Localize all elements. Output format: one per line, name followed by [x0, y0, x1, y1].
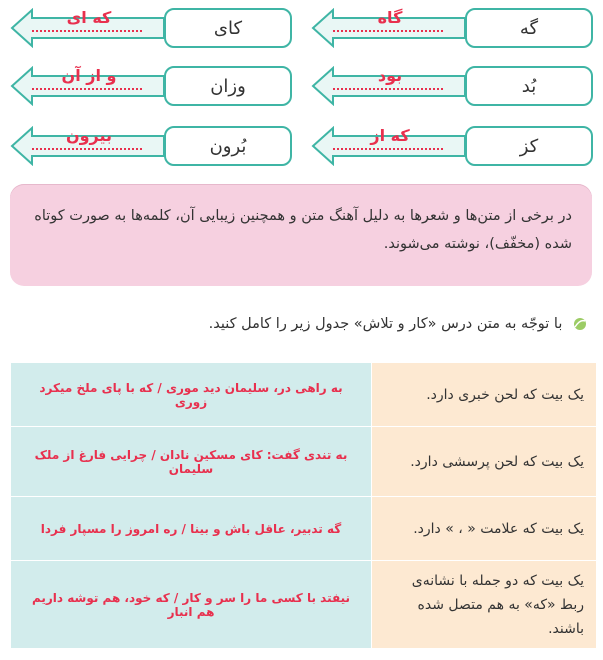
question-cell: یک بیت که علامت « ، » دارد.	[372, 497, 597, 561]
answer-cell: گه تدبیر، عاقل باش و بینا / ره امروز را مسپار فردا	[11, 497, 372, 561]
question-cell: یک بیت که لحن پرسشی دارد.	[372, 427, 597, 497]
answer-text: که ای	[66, 8, 112, 27]
exercise-pair	[311, 124, 593, 168]
exercise-pair	[10, 64, 292, 108]
arrow-answer-box	[10, 8, 166, 48]
answer-text: بیرون	[65, 126, 113, 145]
note-text: در برخی از متن‌ها و شعرها به دلیل آهنگ متن و همچنین زیبایی آن، کلمه‌ها به صورت کوتاه شده (مخفّف)، نوشته می‌شوند.	[34, 208, 572, 252]
dotted-line	[32, 88, 142, 90]
answer-text: بود	[377, 66, 403, 85]
exercise-pair	[10, 6, 292, 50]
arrow-answer-box	[311, 66, 467, 106]
source-word: کای	[164, 8, 292, 48]
instruction	[209, 316, 589, 332]
table-row	[11, 497, 597, 561]
answer-text: که از	[370, 126, 410, 145]
arrow-answer-box	[311, 126, 467, 166]
table-row	[11, 561, 597, 649]
answer-cell: به راهی در، سلیمان دید موری / که با پای ملخ میکرد زوری	[11, 363, 372, 427]
question-cell: یک بیت که لحن خبری دارد.	[372, 363, 597, 427]
arrow-answer-box	[10, 126, 166, 166]
dotted-line	[333, 30, 443, 32]
question-cell: یک بیت که دو جمله با نشانه‌ی ربط «که» به هم متصل شده باشند.	[372, 561, 597, 649]
table-row	[11, 363, 597, 427]
answer-cell: به تندی گفت: کای مسکین نادان / چرایی فارغ از ملک سلیمان	[11, 427, 372, 497]
instruction-text: با توجّه به متن درس «کار و تلاش» جدول زیر را کامل کنید.	[208, 316, 563, 332]
note-box	[10, 184, 592, 286]
arrow-answer-box	[311, 8, 467, 48]
source-word: بُد	[465, 66, 593, 106]
answer-table	[10, 362, 597, 649]
source-word: وزان	[164, 66, 292, 106]
answer-text: گاه	[377, 8, 403, 27]
dotted-line	[32, 30, 142, 32]
answer-cell: نیفتد با کسی ما را سر و کار / که خود، هم توشه داریم هم انبار	[11, 561, 372, 649]
dotted-line	[32, 148, 142, 150]
exercise-pair	[10, 124, 292, 168]
source-word: گه	[465, 8, 593, 48]
answer-text: و از آن	[61, 66, 117, 85]
dotted-line	[333, 88, 443, 90]
leaf-icon	[571, 317, 589, 331]
table-row	[11, 427, 597, 497]
arrow-answer-box	[10, 66, 166, 106]
source-word: بُرون	[164, 126, 292, 166]
exercise-pair	[311, 64, 593, 108]
source-word: کز	[465, 126, 593, 166]
exercise-pair	[311, 6, 593, 50]
dotted-line	[333, 148, 443, 150]
